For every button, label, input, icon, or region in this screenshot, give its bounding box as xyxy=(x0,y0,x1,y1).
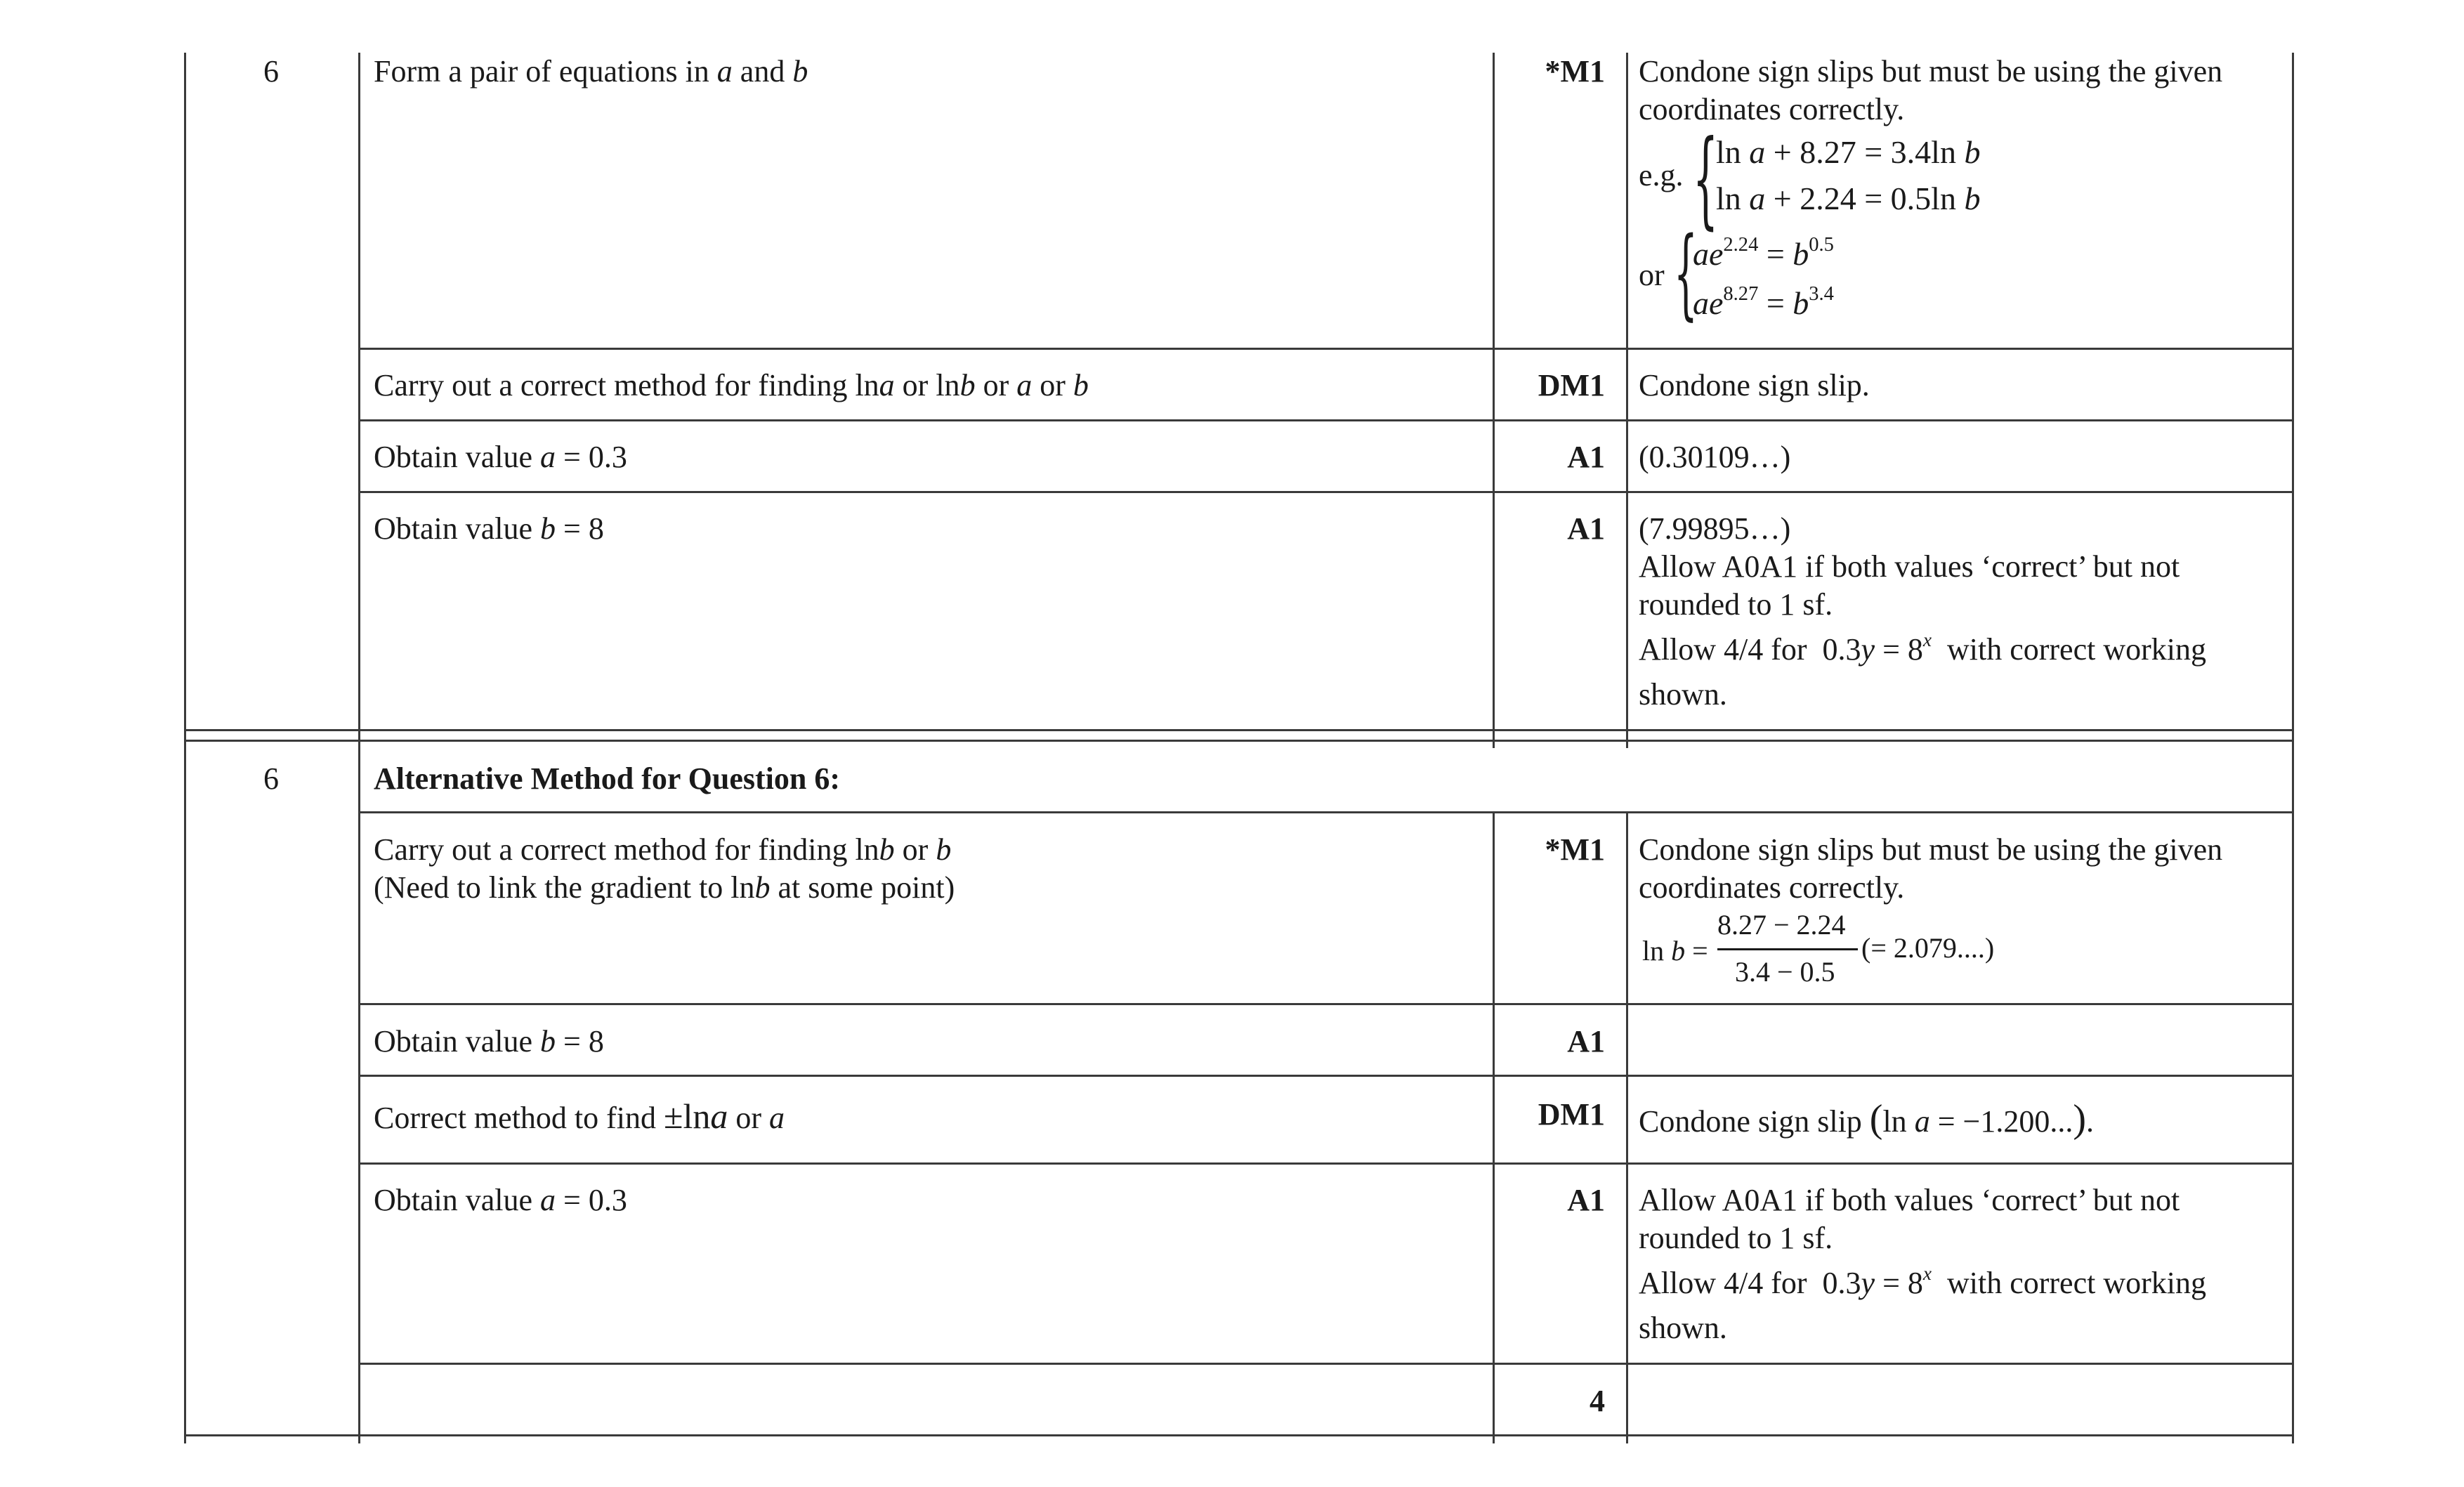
lnb-label: ln b = xyxy=(1642,935,1708,967)
mark-a1: A1 xyxy=(1567,440,1605,474)
guidance-line: shown. xyxy=(1639,1311,1727,1345)
column-divider-marks-block1 xyxy=(1493,53,1495,748)
answer-method-pm-lna: Correct method to find ±lna or a xyxy=(374,1096,785,1136)
row-divider xyxy=(358,1075,2294,1077)
answer-note: (Need to link the gradient to lnb at some point) xyxy=(374,870,955,905)
result-value: (= 2.079....) xyxy=(1861,932,1995,964)
mark-a1: A1 xyxy=(1567,511,1605,546)
table-border-bottom xyxy=(184,1434,2294,1436)
guidance-allow: Allow 4/4 for $0.3y = 8^x$ with correct working xyxy=(1639,1262,2206,1300)
block-separator-bottom xyxy=(184,740,2294,742)
equation-exp-2: $ae^{8.27} = b^{3.4}$ xyxy=(1693,283,1834,321)
answer-form-equations: Form a pair of equations in a and b xyxy=(374,54,808,89)
block-separator-top xyxy=(184,729,2294,731)
row-divider xyxy=(358,419,2294,421)
answer-obtain-a: Obtain value a = 0.3 xyxy=(374,440,627,474)
guidance-line: (0.30109…) xyxy=(1639,440,1791,474)
mark-a1: A1 xyxy=(1567,1183,1605,1217)
mark-a1: A1 xyxy=(1567,1024,1605,1059)
guidance-line: Allow A0A1 if both values ‘correct’ but not xyxy=(1639,549,2180,584)
alternative-method-heading: Alternative Method for Question 6: xyxy=(374,761,840,796)
fraction-numerator: 8.27 − 2.24 xyxy=(1717,909,1846,941)
mark-dm1: DM1 xyxy=(1538,368,1605,402)
answer-method-lna: Carry out a correct method for finding lna or lnb or a or b xyxy=(374,368,1089,402)
row-divider xyxy=(358,811,2294,813)
left-brace: { xyxy=(1674,216,1698,331)
column-divider-guidance-block1 xyxy=(1626,53,1628,748)
guidance-allow: Allow 4/4 for $0.3y = 8^x$ with correct working xyxy=(1639,629,2206,667)
total-marks: 4 xyxy=(1590,1384,1605,1418)
table-border-right xyxy=(2292,53,2294,1443)
guidance-line: Condone sign slips but must be using the given xyxy=(1639,832,2223,867)
table-border-left xyxy=(184,53,186,1443)
guidance-line: rounded to 1 sf. xyxy=(1639,1221,1833,1255)
equation-exp-1: $ae^{2.24} = b^{0.5}$ xyxy=(1693,234,1834,272)
or-label: or xyxy=(1639,258,1665,292)
fraction-bar xyxy=(1717,948,1858,950)
row-divider xyxy=(358,1162,2294,1165)
fraction-denominator: 3.4 − 0.5 xyxy=(1735,956,1835,988)
row-divider xyxy=(358,348,2294,350)
guidance-line: coordinates correctly. xyxy=(1639,92,1905,126)
guidance-line: Condone sign slip. xyxy=(1639,368,1870,402)
equation-ln-1: ln a + 8.27 = 3.4ln b xyxy=(1716,134,1981,170)
question-number: 6 xyxy=(263,54,279,89)
guidance-line: coordinates correctly. xyxy=(1639,870,1905,905)
guidance-line: (7.99895…) xyxy=(1639,511,1791,546)
mark-star-m1: *M1 xyxy=(1545,832,1605,867)
guidance-line: rounded to 1 sf. xyxy=(1639,587,1833,622)
answer-obtain-a: Obtain value a = 0.3 xyxy=(374,1183,627,1217)
column-divider-marks-block2 xyxy=(1493,813,1495,1443)
left-brace: { xyxy=(1693,118,1719,240)
answer-method-lnb: Carry out a correct method for finding lnb or b xyxy=(374,832,952,867)
answer-obtain-b: Obtain value b = 8 xyxy=(374,511,604,546)
guidance-line: Condone sign slips but must be using the given xyxy=(1639,54,2223,89)
answer-obtain-b: Obtain value b = 8 xyxy=(374,1024,604,1059)
guidance-line: shown. xyxy=(1639,677,1727,712)
row-divider xyxy=(358,491,2294,493)
eg-label: e.g. xyxy=(1639,158,1684,192)
question-number: 6 xyxy=(263,761,279,796)
guidance-line: Allow A0A1 if both values ‘correct’ but not xyxy=(1639,1183,2180,1217)
mark-dm1: DM1 xyxy=(1538,1097,1605,1132)
equation-ln-2: ln a + 2.24 = 0.5ln b xyxy=(1716,181,1981,216)
row-divider xyxy=(358,1363,2294,1365)
column-divider-answer xyxy=(358,53,360,1443)
mark-star-m1: *M1 xyxy=(1545,54,1605,89)
row-divider xyxy=(358,1003,2294,1005)
guidance-sign-slip: Condone sign slip (ln a = −1.200...). xyxy=(1639,1097,2094,1141)
column-divider-guidance-block2 xyxy=(1626,813,1628,1443)
